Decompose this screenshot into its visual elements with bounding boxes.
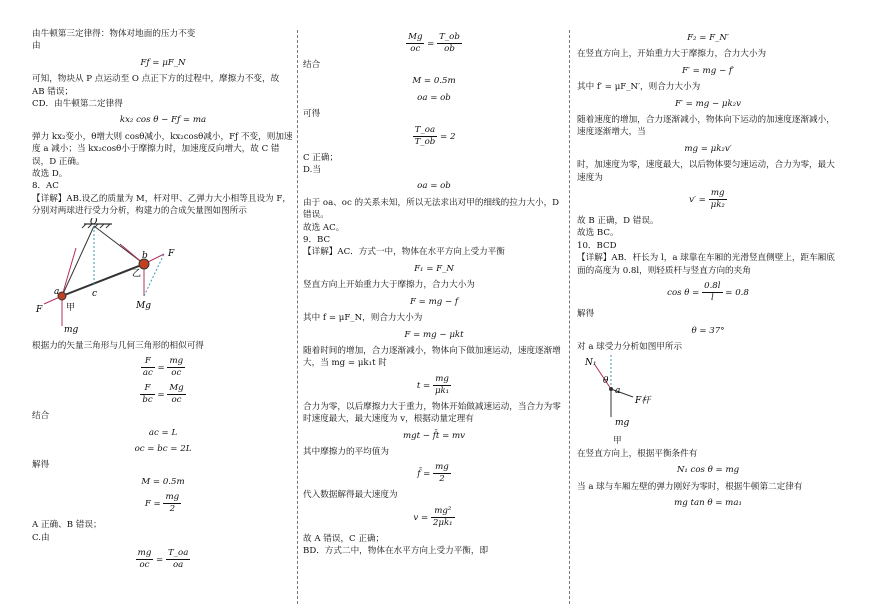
equation: $\frac{F}{bc}$ = $\frac{Mg}{oc}$ bbox=[142, 383, 184, 406]
equation: M = 0.5m bbox=[412, 76, 456, 87]
text: 故选 BC。 bbox=[577, 228, 619, 239]
text: 可知，物块从 P 点运动至 O 点正下方的过程中，摩擦力不变，故 AB 错误； bbox=[32, 74, 280, 97]
question-number: 10．BCD bbox=[577, 240, 617, 251]
equation: F₁ = F_N bbox=[414, 263, 454, 274]
label-jia: 甲 bbox=[66, 302, 76, 313]
denominator: 2μk₁ bbox=[432, 517, 453, 528]
numerator: mg bbox=[709, 188, 727, 200]
text: 其中 f = μF_N，则合力大小为 bbox=[303, 313, 423, 324]
equation bbox=[577, 281, 839, 304]
denominator: oc bbox=[171, 368, 182, 379]
equation-lhs: F = bbox=[144, 499, 161, 510]
numerator: mg bbox=[165, 492, 180, 503]
equation-lhs: v = bbox=[413, 512, 429, 523]
text: 由于 oa、oc 的关系未知，所以无法求出对甲的细线的拉力大小，D 错误。 bbox=[303, 197, 560, 221]
text: 对 a 球受力分析如图甲所示 bbox=[577, 341, 683, 352]
force-diagram bbox=[32, 218, 202, 340]
text: 当 a 球与车厢左壁的弹力刚好为零时，根据牛顿第二定律有 bbox=[577, 481, 803, 492]
column-1 bbox=[32, 28, 294, 575]
equation: ac = L bbox=[148, 427, 178, 438]
label-b: b bbox=[142, 250, 148, 261]
denominator: T_ob bbox=[414, 136, 436, 147]
text: 随着时间的增加，合力逐渐减小，物体向下做加速运动，速度逐渐增大，当 mg = μk₁t 时 bbox=[303, 345, 561, 369]
numerator: T_oa bbox=[168, 547, 189, 558]
denominator: ac bbox=[142, 368, 153, 379]
text: 结合 bbox=[303, 60, 321, 70]
denominator: oc bbox=[171, 395, 182, 406]
equation: N₁ cos θ = mg bbox=[676, 465, 740, 476]
text: 故选 AC。 bbox=[303, 222, 345, 233]
text: A 正确、B 错误； bbox=[32, 520, 102, 531]
equation: kx₂ cos θ − Fƒ = ma bbox=[119, 115, 207, 126]
text: 在竖直方向上，根据平衡条件有 bbox=[577, 448, 698, 459]
numerator: mg bbox=[169, 356, 184, 367]
text: 弹力 kx₂变小，θ增大则 cosθ减小，kx₂cosθ减小，Fƒ 不变，则加速度 a 减小；当 kx₂cosθ小于摩擦力时，加速度反向增大，故 C 错误，D 正确。 bbox=[32, 131, 293, 167]
numerator: F bbox=[140, 383, 154, 395]
denominator: bc bbox=[142, 395, 153, 406]
text: C 正确； bbox=[303, 152, 339, 163]
figure-caption: 甲 bbox=[613, 436, 622, 447]
numerator: T_ob bbox=[439, 32, 460, 42]
label-F: F bbox=[168, 248, 175, 259]
column-divider-2 bbox=[569, 30, 570, 604]
equation bbox=[577, 188, 839, 211]
equation: oa = ob bbox=[417, 92, 451, 103]
text: 【详解】AB.设乙的质量为 M，杆对甲、乙弹力大小相等且设为 F，分别对两球进行受力分析，构建力的合成矢量图如图所示 bbox=[32, 193, 291, 217]
question-number: 8．AC bbox=[32, 181, 59, 192]
label-theta: θ bbox=[603, 376, 609, 387]
text: 其中摩擦力的平均值为 bbox=[303, 446, 389, 457]
denominator: μk₁ bbox=[434, 385, 450, 396]
equation: F₂ = F_N′ bbox=[687, 33, 729, 43]
equation: F = mg − f bbox=[409, 296, 459, 307]
text: 时，加速度为零，速度最大，以后物体要匀速运动，合力为零，最大速度为 bbox=[577, 160, 835, 183]
text: D.当 bbox=[303, 165, 321, 176]
equation: F′ = mg − f′ bbox=[681, 65, 735, 76]
numerator: Mg bbox=[169, 383, 184, 394]
equation bbox=[303, 506, 565, 529]
equation: mgt − f̄t = mv bbox=[402, 430, 466, 441]
numerator: mg bbox=[137, 547, 152, 558]
label-a: a bbox=[54, 286, 60, 297]
ball-force-diagram bbox=[577, 353, 697, 435]
text: 【详解】AC．方式一中，物体在水平方向上受力平衡 bbox=[303, 247, 505, 258]
equation bbox=[303, 125, 565, 148]
equation: mg tan θ = ma₁ bbox=[674, 497, 742, 508]
numerator: mg² bbox=[431, 506, 455, 518]
text: C.由 bbox=[32, 532, 50, 543]
equation: F = mg − μkt bbox=[404, 329, 464, 340]
label-N1: N₁ bbox=[585, 358, 597, 369]
label-F: F bbox=[36, 304, 43, 315]
label-F: F杆 bbox=[635, 396, 651, 407]
text: 由牛顿第三定律得：物体对地面的压力不变 bbox=[32, 29, 196, 39]
equation-lhs: cos θ = bbox=[667, 288, 700, 299]
equation bbox=[32, 492, 294, 515]
text: 竖直方向上开始重力大于摩擦力，合力大小为 bbox=[303, 280, 475, 291]
denominator: oc bbox=[139, 559, 150, 570]
equation: oa = ob bbox=[417, 181, 451, 192]
denominator: 2 bbox=[169, 504, 176, 515]
numerator: mg bbox=[433, 374, 451, 386]
label-yi: 乙 bbox=[132, 268, 142, 279]
numerator: Mg bbox=[408, 32, 423, 42]
text: 解得 bbox=[577, 309, 595, 320]
text: 故 B 正确，D 错误。 bbox=[577, 216, 659, 227]
text: 随着速度的增加，合力逐渐减小，物体向下运动的加速度逐渐减小，速度逐渐增大，当 bbox=[577, 115, 835, 138]
numerator: 0.8l bbox=[704, 281, 721, 292]
text: 解得 bbox=[32, 460, 50, 471]
text: 结合 bbox=[32, 411, 50, 422]
text: 合力为零，以后摩擦力大于重力，物体开始做减速运动，当合力为零时速度最大，最大速度为 v，根据动量定理有 bbox=[303, 401, 561, 425]
equation-lhs: t = bbox=[416, 380, 431, 391]
text: 在竖直方向上，开始重力大于摩擦力，合力大小为 bbox=[577, 49, 767, 60]
equation-lhs: v′ = bbox=[689, 195, 706, 206]
equation bbox=[303, 462, 565, 485]
label-a: a bbox=[615, 386, 621, 397]
text: CD．由牛顿第二定律得 bbox=[32, 99, 123, 110]
label-mg: mg bbox=[615, 418, 630, 429]
text: 其中 f′ = μF_N′，则合力大小为 bbox=[577, 82, 701, 93]
equation: M = 0.5m bbox=[141, 476, 185, 487]
label-mg: mg bbox=[64, 324, 79, 335]
text: BD．方式二中，物体在水平方向上受力平衡，即 bbox=[303, 546, 489, 557]
denominator: oc bbox=[410, 44, 421, 54]
equation bbox=[303, 374, 565, 397]
denominator: ob bbox=[444, 44, 455, 54]
denominator: 2 bbox=[439, 474, 445, 485]
text: 由 bbox=[32, 41, 41, 52]
numerator: F bbox=[141, 356, 155, 368]
label-O: O bbox=[90, 217, 98, 227]
numerator: T_oa bbox=[413, 125, 438, 137]
column-divider-1 bbox=[297, 30, 298, 604]
equation: $\frac{F}{ac}$ = $\frac{mg}{oc}$ bbox=[142, 356, 184, 379]
denominator: μk₂ bbox=[710, 200, 725, 211]
equation: $\frac{Mg}{oc}$ = $\frac{T\_ob}{ob}$ bbox=[408, 32, 460, 54]
equation-rhs: = 2 bbox=[440, 131, 456, 142]
equation: oc = bc = 2L bbox=[134, 443, 192, 454]
text: 故 A 错误，C 正确； bbox=[303, 533, 385, 544]
equation: mg = μk₂v′ bbox=[684, 143, 732, 154]
equation: Fƒ = μF_N bbox=[140, 57, 186, 68]
denominator: l bbox=[710, 293, 714, 304]
question-number: 9．BC bbox=[303, 235, 331, 246]
equation-rhs: = 0.8 bbox=[725, 288, 749, 299]
equation: $\frac{mg}{oc}$ = $\frac{T\_oa}{oa}$ bbox=[137, 547, 189, 570]
equation: θ = 37° bbox=[691, 325, 725, 336]
numerator: mg bbox=[435, 462, 449, 473]
column-2 bbox=[303, 28, 565, 558]
equation-lhs: f̄ = bbox=[417, 469, 431, 480]
text: 根据力的矢量三角形与几何三角形的相似可得 bbox=[32, 340, 204, 351]
label-Mg: Mg bbox=[136, 300, 151, 311]
text: 可得 bbox=[303, 109, 321, 120]
text: 代入数据解得最大速度为 bbox=[303, 490, 398, 501]
label-c: c bbox=[92, 288, 98, 299]
text: 故选 D。 bbox=[32, 169, 68, 180]
column-3 bbox=[577, 28, 839, 513]
text: 【详解】AB．杆长为 l，a 球靠在车厢的光滑竖直侧壁上，距车厢底面的高度为 0.8l，则轻质杆与竖直方向的夹角 bbox=[577, 253, 835, 276]
equation: F′ = mg − μk₂v bbox=[675, 98, 741, 109]
denominator: oa bbox=[173, 559, 184, 570]
